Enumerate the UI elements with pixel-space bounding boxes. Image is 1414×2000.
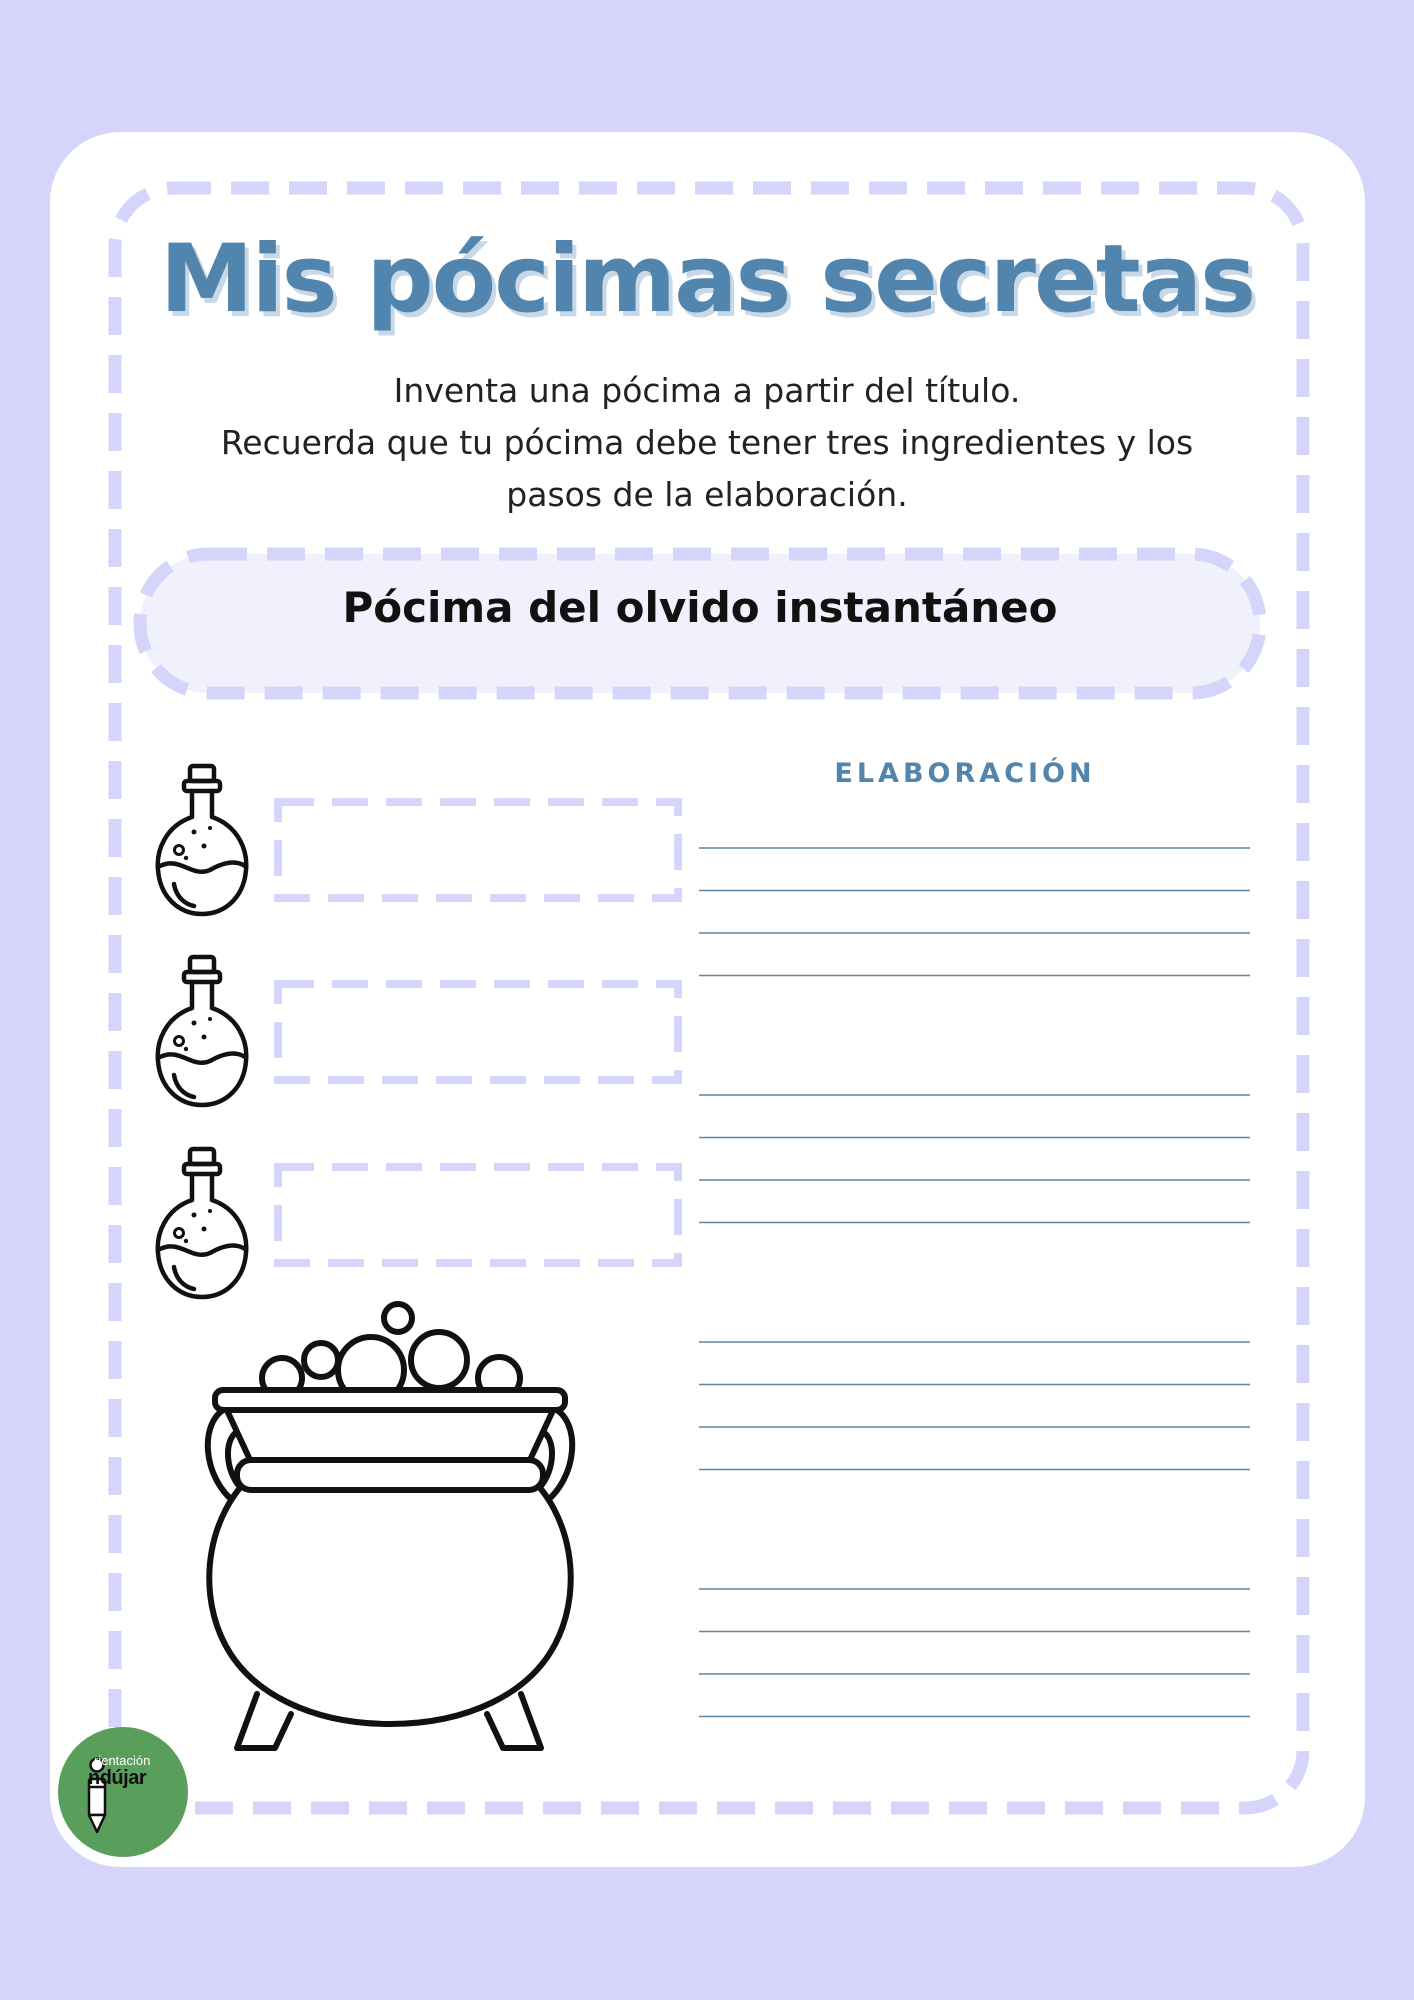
potion-bottle-icon bbox=[152, 1145, 252, 1303]
instruction-line: pasos de la elaboración. bbox=[506, 475, 908, 514]
logo-text: rientación bbox=[94, 1753, 151, 1768]
logo-text: ndújar bbox=[88, 1767, 147, 1789]
instruction-line: Inventa una pócima a partir del título. bbox=[393, 371, 1021, 410]
potion-name: Pócima del olvido instantáneo bbox=[342, 583, 1058, 632]
ingredient-box[interactable] bbox=[272, 1161, 684, 1269]
logo bbox=[58, 1727, 188, 1857]
elaboration-heading: ELABORACIÓN bbox=[834, 758, 1096, 789]
potion-bottle-icon bbox=[152, 953, 252, 1111]
ingredient-box[interactable] bbox=[272, 796, 684, 904]
ingredient-box[interactable] bbox=[272, 978, 684, 1086]
elaboration-lines bbox=[699, 0, 1255, 1760]
page-title: Mis pócimas secretas bbox=[159, 225, 1255, 334]
potion-bottle-icon bbox=[152, 762, 252, 920]
cauldron-icon bbox=[185, 1296, 595, 1766]
logo-badge bbox=[58, 1727, 188, 1857]
instruction-line: Recuerda que tu pócima debe tener tres ingredientes y los bbox=[220, 423, 1194, 462]
